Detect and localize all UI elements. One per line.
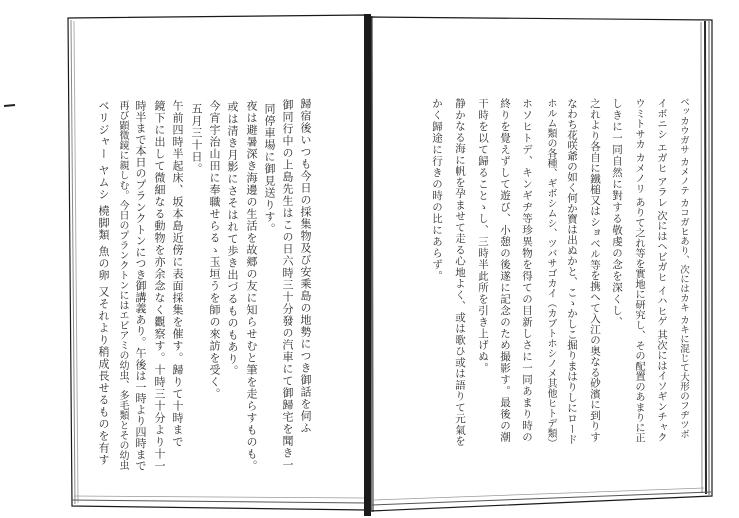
right-page-column: 之れより各自に鐵槌又はショベル等を携へて入江の奥なる砂濱に到りす: [589, 98, 601, 442]
left-page-column: 今宵宇治山田に奉職せらるゝ玉垣うを師の來訪を受く。: [208, 100, 221, 400]
book-spine: [364, 14, 371, 516]
right-page-column: しきに一同自然に對する敬虔の念を深くし、: [611, 98, 623, 328]
left-page-column: 御同行中の上島先生はこの日六時三十分發の汽車にて御歸宅を聞き一: [281, 99, 294, 471]
right-page-stack-edge: [701, 22, 702, 493]
right-page-column: ベッカウガサ カメノテ カコガヒあり、次にはカキ カキに混じて大形のフヂツボ: [678, 97, 689, 439]
right-page-column: ウミトサカ カメノリ ありて之れ等を實地に研究し、その配置のあまりに正: [633, 98, 645, 443]
scan-artifact-mark: [4, 105, 15, 106]
right-page-stack-edge: [705, 21, 706, 494]
left-page-column: 同停車場に御見送りす。: [263, 103, 276, 235]
left-page-column: 鏡下に出して微細なる動物を亦余念なく觀察す。十時三十分より十一: [153, 100, 166, 472]
left-page-column: 歸宿後いつも今日の採集物及び安乘島の地勢につき御話を伺ふ: [299, 98, 312, 434]
left-page-column: 夜は避暑深き海邊の生活を故郷の友に知らせむと筆を走らすものも。: [245, 100, 258, 472]
left-page-column: ベリジャー ヤムシ 橈脚類 魚の卵 又それより稍成長せるものを有す: [97, 100, 110, 466]
right-page-column: かく歸途に行きの時の比にあらず。: [431, 98, 443, 282]
left-page-column: 午前四時半起床、坂本島近傍に表面採集を催す。歸りて十時まで: [171, 100, 184, 448]
right-page-column: 干時を以て歸ることゝし、三時半此所を引き上げぬ。: [477, 98, 489, 374]
right-page-column: イボニシ エガヒ アラレ 次にはヘビガヒ イハヒゲ 其次にはイソギンチャク: [655, 98, 667, 443]
left-page-column: 再び顕微鏡に親しむ。今日のプランクトンにはエビアミの幼虫、多毛類とその幼虫: [117, 100, 128, 470]
spine-shadow: [372, 16, 373, 512]
left-page-column: 時半まで本日のプランクトンにつき御講義あり。午後は一時より四時まで: [134, 100, 147, 472]
right-page-column: なわち花咲爺の如く何か寶は出ぬかと、こゝかしこ掘りまはりしにロード: [566, 98, 578, 445]
right-page-column: 終りを覺えずして遊び、小憩の後遂に記念のため撮影す。最後の潮: [499, 98, 511, 443]
left-page-column: 或は清き月影にさそはれて歩き出づるものもあり。: [226, 101, 239, 377]
left-page-column: 五月三十日。: [190, 103, 203, 175]
right-page-column: 静かなる海に帆を孕ませて走る心地よく、或は歌ひ或は語りて元氣を: [454, 98, 466, 447]
right-page-column: ホルム類の各種、ギボシムシ、ツバサゴカイ（カブトホシノメ其他ヒトデ類）: [545, 98, 556, 448]
right-page-column: ホソヒトデ、キンギヂ等珍異物を得ての目新しさに一同あまり時の: [521, 98, 533, 443]
